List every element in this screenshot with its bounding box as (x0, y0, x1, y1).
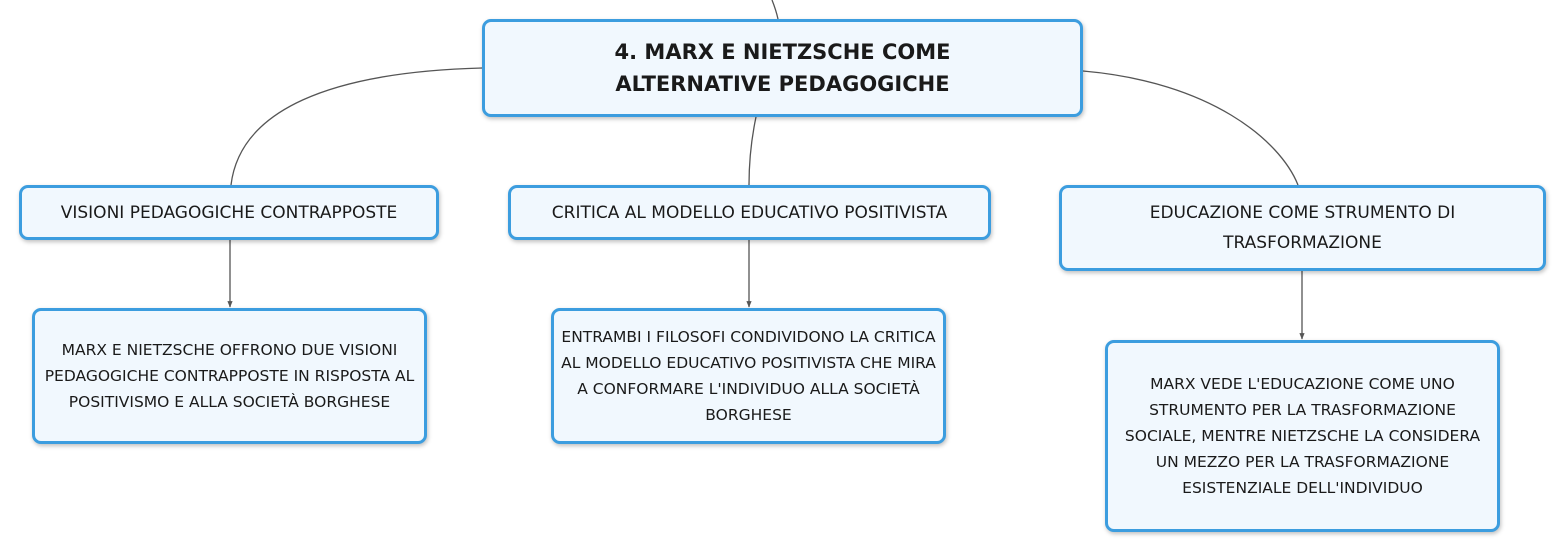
branch-node-educazione-strumento[interactable] (1059, 185, 1546, 271)
detail-node-educazione-strumento[interactable] (1105, 340, 1500, 532)
detail-text: MARX VEDE L'EDUCAZIONE COME UNO STRUMENTO PER LA TRASFORMAZIONE SOCIALE, MENTRE NIETZSCHE LA CONSIDERA UN MEZZO PER LA TRASFORMAZIONE ESISTENZIALE DELL'INDIVIDUO (1124, 375, 1481, 497)
branch-node-visioni-pedagogiche[interactable] (19, 185, 439, 240)
detail-text: ENTRAMBI I FILOSOFI CONDIVIDONO LA CRITICA AL MODELLO EDUCATIVO POSITIVISTA CHE MIRA A CONFORMARE L'INDIVIDUO ALLA SOCIETÀ BORGHESE (561, 328, 936, 424)
branch-label: VISIONI PEDAGOGICHE CONTRAPPOSTE (60, 202, 398, 223)
root-topic-title: 4. MARX E NIETZSCHE COME ALTERNATIVE PEDAGOGICHE (614, 40, 951, 96)
branch-node-critica-modello[interactable] (508, 185, 991, 240)
branch-label: CRITICA AL MODELLO EDUCATIVO POSITIVISTA (551, 202, 948, 223)
detail-text: MARX E NIETZSCHE OFFRONO DUE VISIONI PEDAGOGICHE CONTRAPPOSTE IN RISPOSTA AL POSITIVISMO E ALLA SOCIETÀ BORGHESE (44, 341, 415, 411)
connector-parent-to-root (772, 0, 778, 19)
branch-label: EDUCAZIONE COME STRUMENTO DI TRASFORMAZIONE (1149, 203, 1456, 253)
detail-node-critica-modello[interactable] (551, 308, 946, 444)
root-topic-node[interactable] (482, 19, 1083, 117)
detail-node-visioni-pedagogiche[interactable] (32, 308, 427, 444)
connector-root-to-branch-2 (749, 117, 756, 185)
connector-root-to-branch-1 (231, 68, 482, 185)
connector-root-to-branch-3 (1083, 71, 1298, 185)
